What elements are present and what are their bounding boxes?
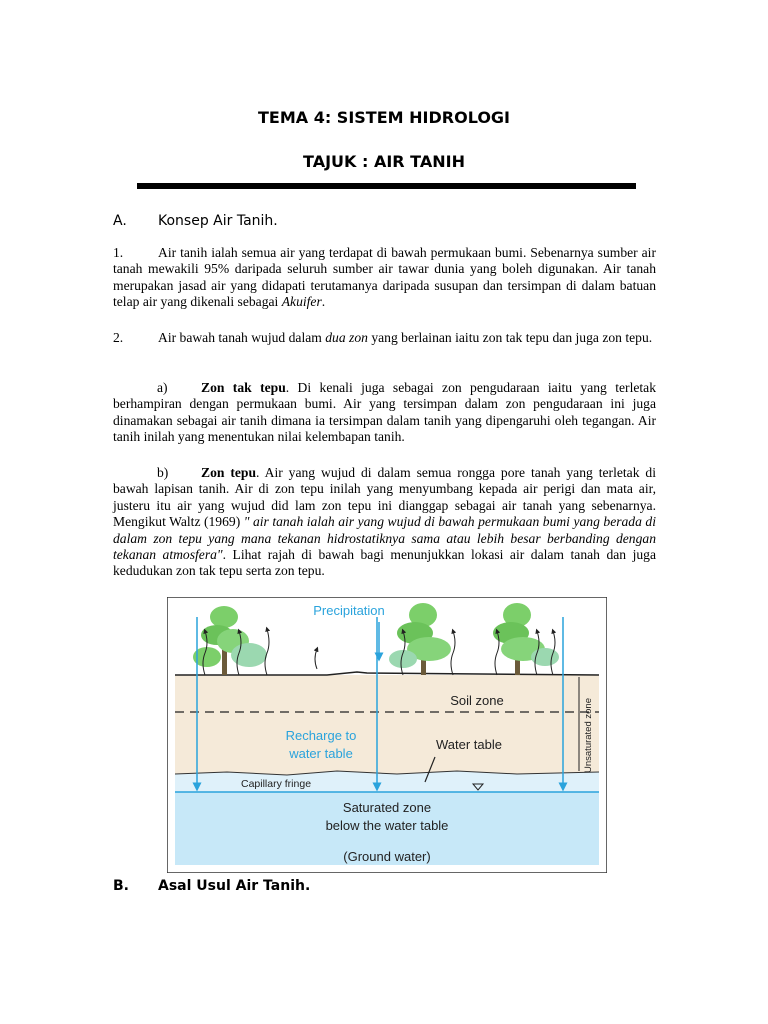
paragraph-2-post: yang berlainan iaitu zon tak tepu dan juga zon tepu.	[367, 330, 653, 345]
groundwater-diagram	[167, 597, 607, 873]
paragraph-1-end: .	[321, 294, 326, 310]
section-a-number: A.	[113, 213, 127, 229]
section-b-number: B.	[113, 878, 129, 894]
recharge-label-line2: water table	[289, 746, 353, 761]
paragraph-2	[113, 330, 656, 346]
paragraph-4	[113, 465, 656, 580]
paragraph-3-bold: Zon tak tepu	[201, 380, 286, 395]
paragraph-2-pre: Air bawah tanah wujud dalam	[158, 330, 326, 345]
paragraph-1-italic: Akuifer	[281, 294, 322, 310]
paragraph-1	[113, 245, 656, 311]
paragraph-3	[113, 380, 656, 446]
paragraph-4-text-2: . Lihat rajah di bawah bagi menunjukkan lokasi air dalam tanah dan juga kedudukan zon tak tepu serta zon tepu.	[113, 547, 657, 579]
paragraph-1-text: Air tanih ialah semua air yang terdapat di bawah permukaan bumi. Sebenarnya sumber air tanah mewakili 95% daripada seluruh sumber air tawar dunia yang boleh digunakan. Air tanah merupakan jasad air yang didapati terutamanya daripada susupan dan tersimpan di dalam batuan telap air yang dikenali sebagai	[113, 245, 656, 310]
saturated-zone-label-line1: Saturated zone	[342, 800, 432, 815]
paragraph-3-number: a)	[157, 380, 168, 395]
paragraph-3-text: . Di kenali juga sebagai zon pengudaraan iaitu yang terletak berhampiran dengan permukaan bumi. Air yang tersimpan dalam zon pengudaraan ini juga dinamakan sebagai air tanih dimana ia tersimpan dalam tanih yang dipengaruhi oleh tegangan. Air tanih inilah yang menentukan nilai kelembapan tanih.	[113, 380, 656, 445]
water-table-label: Water table	[436, 737, 502, 752]
precipitation-label: Precipitation	[313, 603, 385, 618]
paragraph-2-number: 2.	[113, 330, 124, 345]
paragraph-2-italic: dua zon	[325, 330, 368, 345]
paragraph-4-quote: " air tanah ialah air yang wujud di bawah permukaan bumi yang berada di dalam zon tepu yang mana tekanan hidrostatiknya sama atau lebih besar berbanding dengan tekanan atmosfera"	[113, 514, 656, 563]
unsaturated-zone-label: Unsaturated zone	[583, 698, 594, 773]
ground-water-label: (Ground water)	[343, 849, 431, 864]
paragraph-4-text-1: . Air yang wujud di dalam semua rongga pore tanah yang terletak di bawah lapisan tanih. Air di zon tepu inilah yang menyumbang kepada air perigi dan mata air, justeru itu air yang wujud did lam zon tepu ini dianggap sebagai air tanah yang sebenarnya. Mengikut Waltz (1969)	[113, 465, 656, 530]
section-a-label: Konsep Air Tanih.	[158, 213, 278, 229]
saturated-zone-label-line2: below the water table	[325, 818, 449, 833]
title-divider	[137, 183, 636, 189]
section-b-label: Asal Usul Air Tanih.	[158, 878, 311, 894]
paragraph-4-number: b)	[157, 465, 169, 480]
capillary-fringe-label: Capillary fringe	[241, 778, 312, 790]
document-subtitle: TAJUK : AIR TANIH	[303, 152, 465, 171]
capillary-fringe-band	[175, 771, 599, 792]
document-title: TEMA 4: SISTEM HIDROLOGI	[257, 108, 510, 127]
paragraph-4-bold: Zon tepu	[201, 465, 257, 480]
recharge-label-line1: Recharge to	[285, 728, 357, 743]
soil-zone-label: Soil zone	[450, 693, 504, 708]
paragraph-1-number: 1.	[113, 245, 124, 260]
